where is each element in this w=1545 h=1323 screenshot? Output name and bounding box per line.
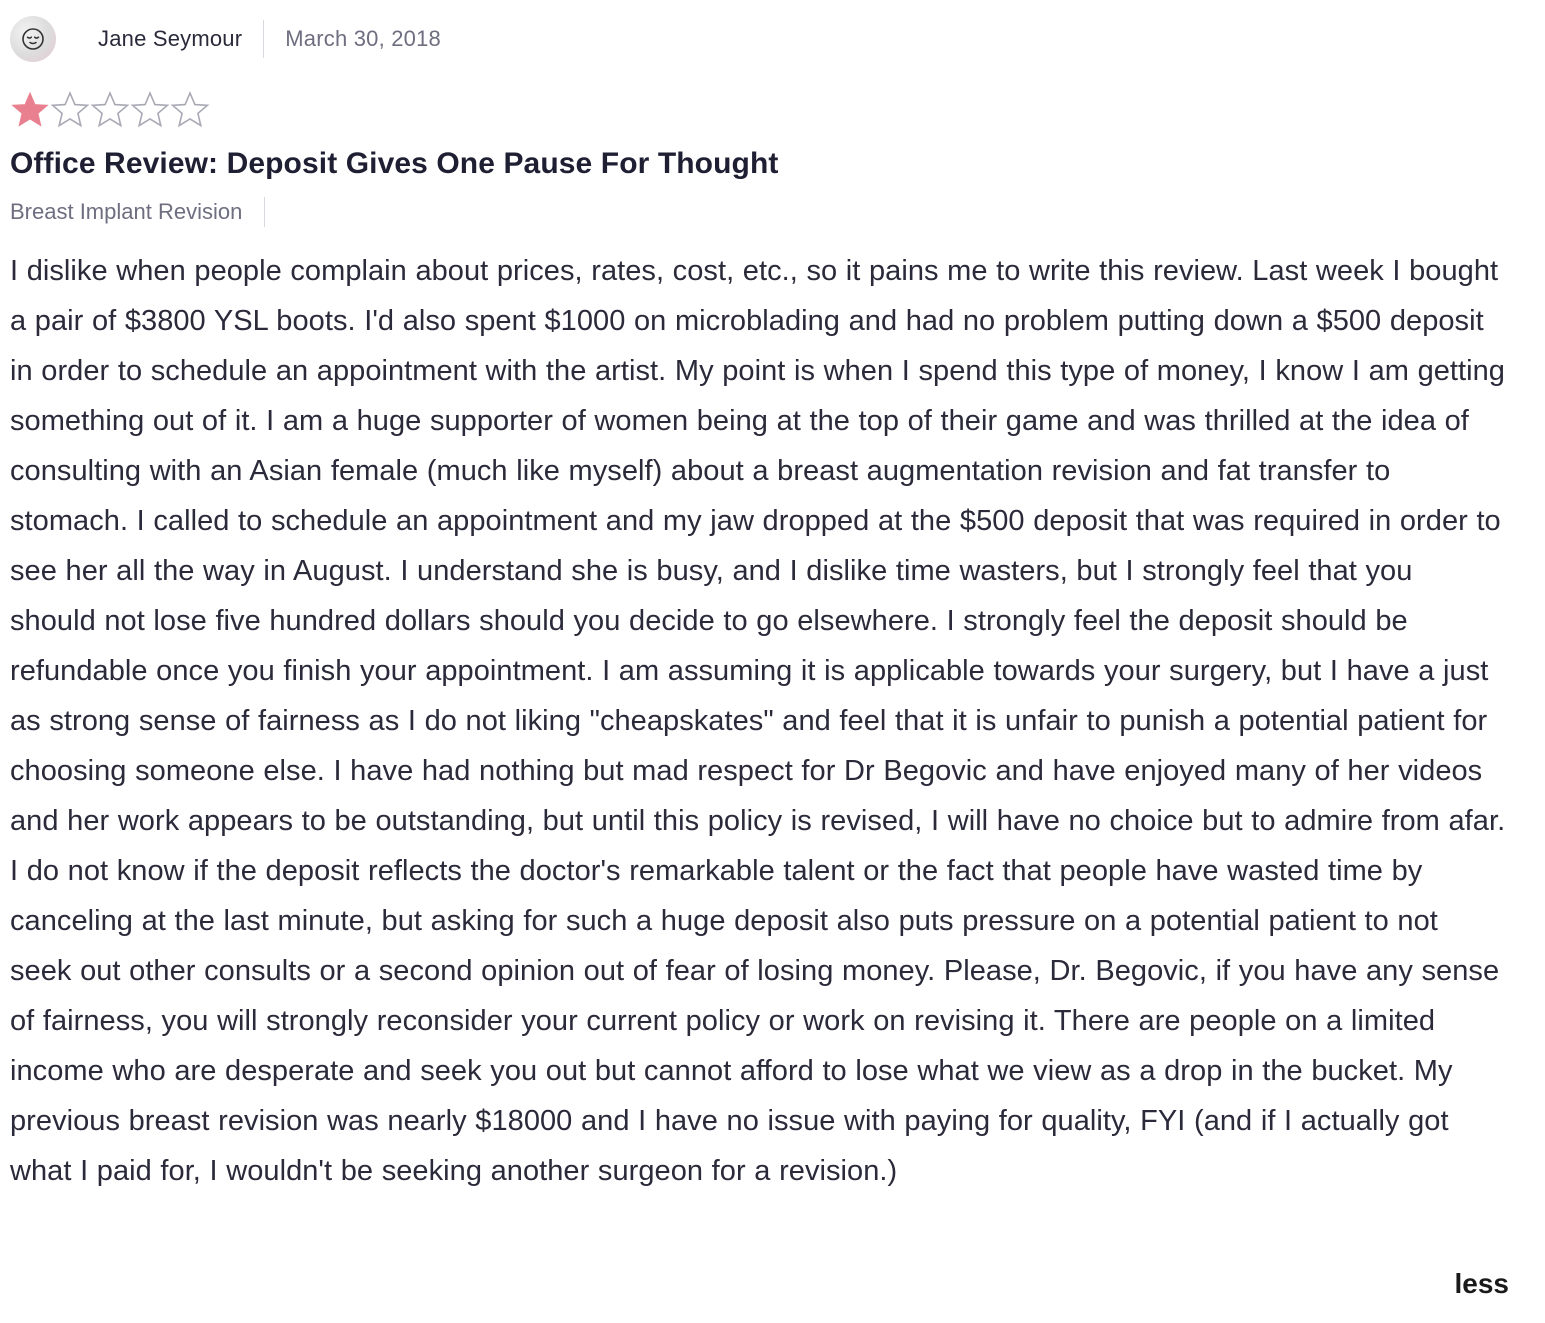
review-title: Office Review: Deposit Gives One Pause For Thought [10,147,779,180]
avatar[interactable] [10,16,56,62]
procedure-label[interactable]: Breast Implant Revision [10,199,243,224]
author-name[interactable]: Jane Seymour [98,26,243,51]
header-divider [263,20,264,58]
review-card [10,14,1510,1196]
sleeping-face-icon [21,27,45,51]
star-rating [10,88,1510,132]
review-date: March 30, 2018 [285,26,441,51]
less-button[interactable]: less [1454,1268,1509,1299]
star-outline-icon [50,90,90,130]
procedure-row [10,196,1510,228]
star-outline-icon [130,90,170,130]
review-header [10,14,1510,64]
review-body: I dislike when people complain about prices, rates, cost, etc., so it pains me to write this review. Last week I bought a pair of $3800 YSL boots. I'd also spent $1000 on microblading and had no problem putting down a $500 deposit in order to schedule an appointment with the artist. My point is when I spend this type of money, I know I am getting something out of it. I am a huge supporter of women being at the top of their game and was thrilled at the idea of consulting with an Asian female (much like myself) about a breast augmentation revision and fat transfer to stomach. I called to schedule an appointment and my jaw dropped at the $500 deposit that was required in order to see her all the way in August. I understand she is busy, and I dislike time wasters, but I strongly feel that you should not lose five hundred dollars should you decide to go elsewhere. I strongly feel the deposit should be refundable once you finish your appointment. I am assuming it is applicable towards your surgery, but I have a just as strong sense of fairness as I do not liking "cheapskates" and feel that it is unfair to punish a potential patient for choosing someone else. I have had nothing but mad respect for Dr Begovic and have enjoyed many of her videos and her work appears to be outstanding, but until this policy is revised, I will have no choice but to admire from afar. I do not know if the deposit reflects the doctor's remarkable talent or the fact that people have wasted time by canceling at the last minute, but asking for such a huge deposit also puts pressure on a potential patient to not seek out other consults or a second opinion out of fear of losing money. Please, Dr. Begovic, if you have any sense of fairness, you will strongly reconsider your current policy or work on revising it. There are people on a limited income who are desperate and seek you out but cannot afford to lose what we view as a drop in the bucket. My previous breast revision was nearly $18000 and I have no issue with paying for quality, FYI (and if I actually got what I paid for, I wouldn't be seeking another surgeon for a revision.) [10,255,1506,1187]
star-outline-icon [170,90,210,130]
procedure-divider [264,197,265,227]
star-filled-icon [10,90,50,130]
star-outline-icon [90,90,130,130]
